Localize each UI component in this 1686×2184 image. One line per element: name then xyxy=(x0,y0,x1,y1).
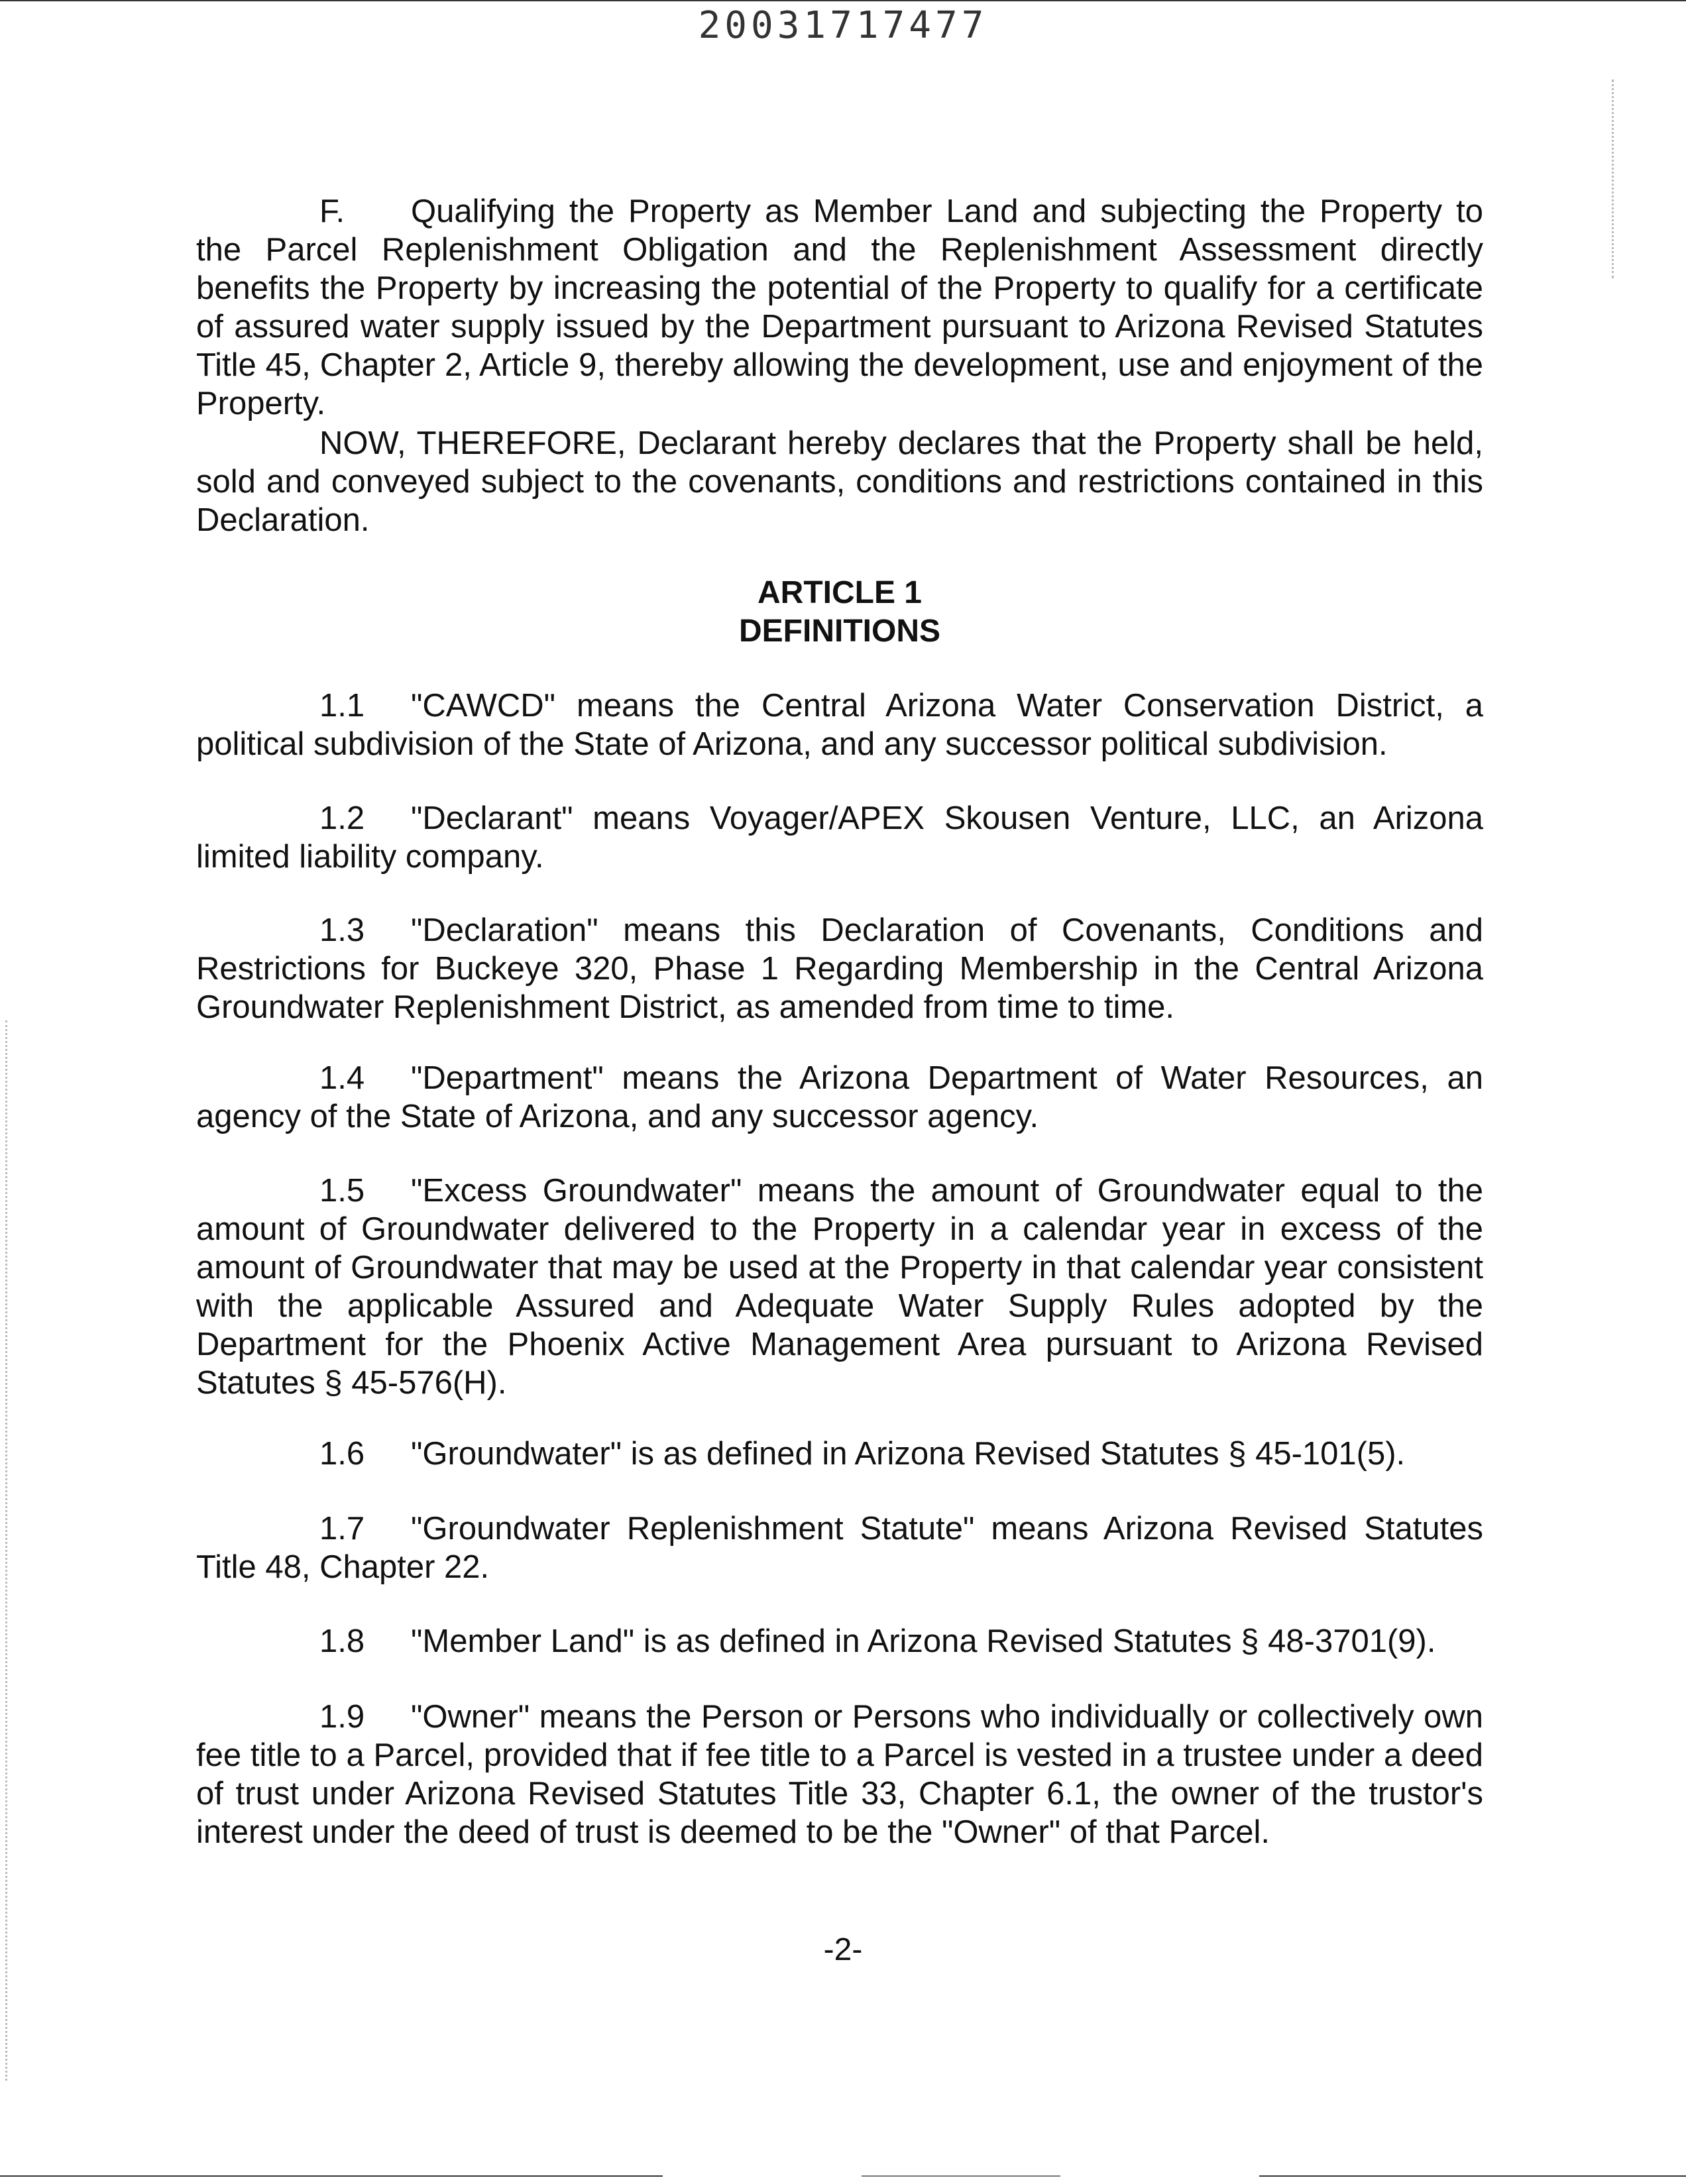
bottom-scan-line xyxy=(862,2175,1060,2177)
definition-number: 1.7 xyxy=(319,1511,365,1547)
definition-text: "Department" means the Arizona Department of Water Resources, an agency of the State of Arizona, and any successor agency. xyxy=(196,1060,1483,1134)
definition-number: 1.9 xyxy=(319,1699,365,1735)
definition-item xyxy=(196,1435,1483,1473)
definition-item xyxy=(196,1059,1483,1136)
definition-text: "Excess Groundwater" means the amount of Groundwater equal to the amount of Groundwater delivered to the Property in a calendar year in excess of the amount of Groundwater that may be used at the Property in that calendar year consistent with the applicable Assured and Adequate Water Supply Rules adopted by the Department for the Phoenix Active Management Area pursuant to Arizona Revised Statutes § 45-576(H). xyxy=(196,1173,1483,1401)
top-scan-line xyxy=(0,0,1686,1)
definition-item xyxy=(196,911,1483,1026)
definition-number: 1.3 xyxy=(319,912,365,948)
definition-number: 1.1 xyxy=(319,688,365,724)
definition-number: 1.4 xyxy=(319,1060,365,1096)
definition-item xyxy=(196,799,1483,876)
definition-item xyxy=(196,1622,1483,1661)
definition-item xyxy=(196,686,1483,763)
definition-text: "Groundwater Replenishment Statute" means Arizona Revised Statutes Title 48, Chapter 22. xyxy=(196,1511,1483,1585)
bottom-scan-line xyxy=(1259,2175,1686,2177)
definition-item xyxy=(196,1172,1483,1402)
recital-f xyxy=(196,192,1483,423)
definition-text: "Groundwater" is as defined in Arizona Revised Statutes § 45-101(5). xyxy=(411,1436,1406,1472)
definition-text: "Owner" means the Person or Persons who individually or collectively own fee title to a Parcel, provided that if fee title to a Parcel is vested in a trustee under a deed of trust under Arizona Revised Statutes Title 33, Chapter 6.1, the owner of the trustor's interest under the deed of trust is deemed to be the "Owner" of that Parcel. xyxy=(196,1699,1483,1850)
definition-text: "CAWCD" means the Central Arizona Water Conservation District, a political subdivision of the State of Arizona, and any successor political subdivision. xyxy=(196,688,1483,762)
article-heading xyxy=(196,574,1483,651)
margin-marks xyxy=(1612,80,1616,278)
definition-number: 1.6 xyxy=(319,1436,365,1472)
recital-letter: F. xyxy=(319,193,345,229)
recording-number: 20031717477 xyxy=(698,4,988,47)
definition-number: 1.2 xyxy=(319,800,365,836)
definition-text: "Declarant" means Voyager/APEX Skousen Venture, LLC, an Arizona limited liability company. xyxy=(196,800,1483,875)
article-number: ARTICLE 1 xyxy=(757,575,922,610)
now-therefore-clause: NOW, THEREFORE, Declarant hereby declares that the Property shall be held, sold and conveyed subject to the covenants, conditions and restrictions contained in this Declaration. xyxy=(196,425,1483,538)
definition-item xyxy=(196,1698,1483,1851)
recital-text: Qualifying the Property as Member Land and subjecting the Property to the Parcel Replenishment Obligation and the Replenishment Assessment directly benefits the Property by increasing the potential of the Property to qualify for a certificate of assured water supply issued by the Department pursuant to Arizona Revised Statutes Title 45, Chapter 2, Article 9, thereby allowing the development, use and enjoyment of the Property. xyxy=(196,193,1483,421)
definition-item xyxy=(196,1509,1483,1586)
definition-number: 1.5 xyxy=(319,1173,365,1209)
definition-text: "Member Land" is as defined in Arizona Revised Statutes § 48-3701(9). xyxy=(411,1623,1436,1659)
margin-marks xyxy=(5,1020,10,2081)
page-number: -2- xyxy=(823,1932,863,1967)
definition-number: 1.8 xyxy=(319,1623,365,1659)
article-title: DEFINITIONS xyxy=(738,614,940,649)
definition-text: "Declaration" means this Declaration of Covenants, Conditions and Restrictions for Buckeye 320, Phase 1 Regarding Membership in the Central Arizona Groundwater Replenishment District, as amended from time to time. xyxy=(196,912,1483,1025)
bottom-scan-line xyxy=(0,2175,663,2177)
